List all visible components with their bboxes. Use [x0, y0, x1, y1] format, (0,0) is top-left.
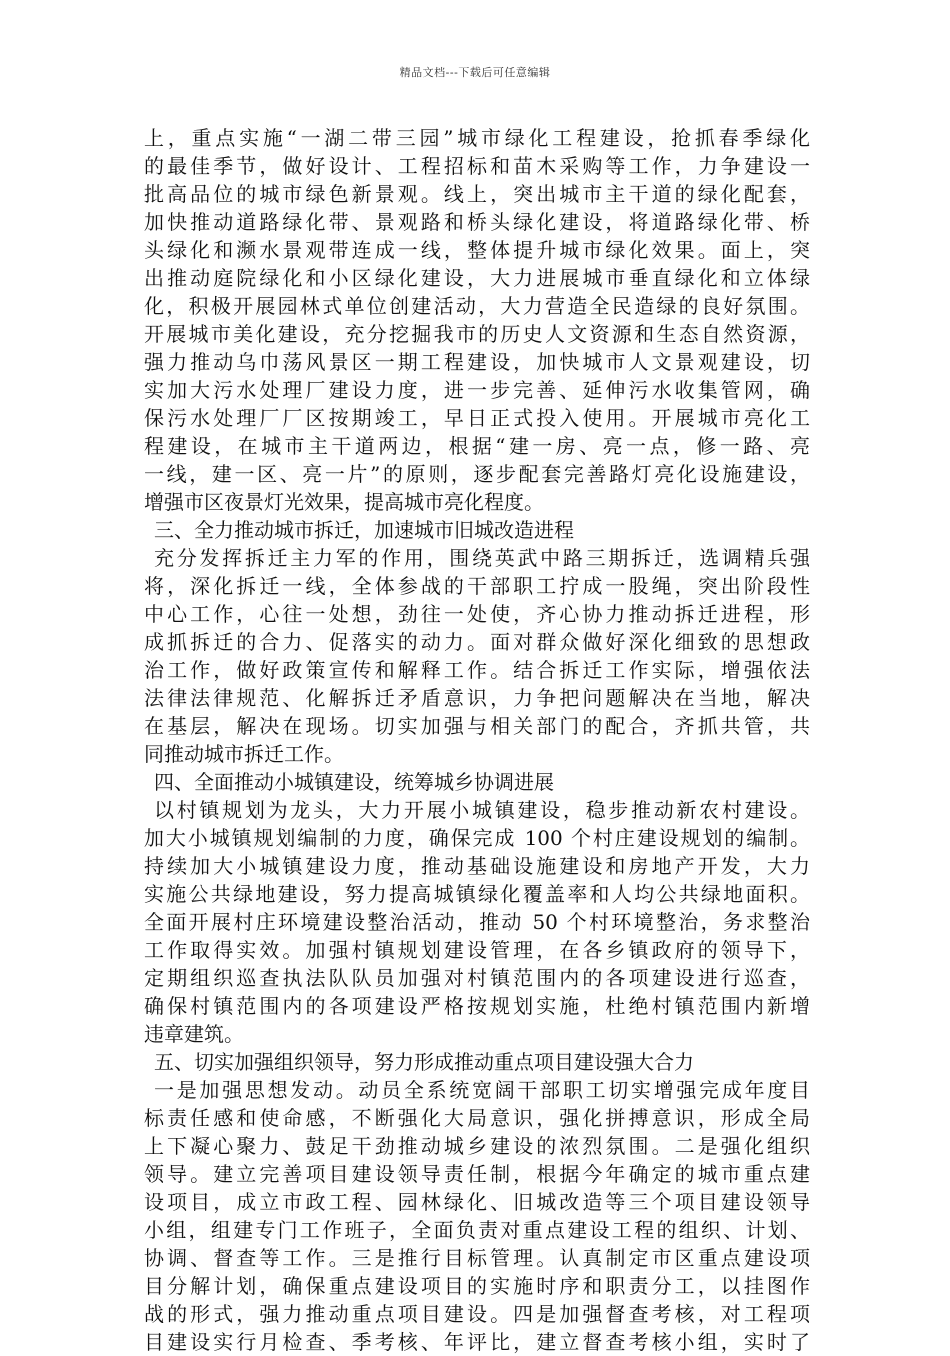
text-line: 战的形式，强力推动重点项目建设。四是加强督查考核，对工程项: [144, 1302, 810, 1326]
text-line: 小组，组建专门工作班子，全面负责对重点建设工程的组织、计划、: [144, 1218, 810, 1242]
text-line: 以村镇规划为龙头，大力开展小城镇建设，稳步推动新农村建设。: [154, 798, 810, 822]
text-line: 成抓拆迁的合力、促落实的动力。面对群众做好深化细致的思想政: [144, 630, 810, 654]
text-line: 目建设实行月检查、季考核、年评比，建立督查考核小组，实时了: [144, 1330, 810, 1354]
text-line: 保污水处理厂厂区按期竣工，早日正式投入使用。开展城市亮化工: [144, 406, 810, 430]
text-line: 目分解计划，确保重点建设项目的实施时序和职责分工，以挂图作: [144, 1274, 810, 1298]
text-line: 定期组织巡查执法队队员加强对村镇范围内的各项建设进行巡查，: [144, 966, 810, 990]
text-line: 程建设，在城市主干道两边，根据“建一房、亮一点，修一路、亮: [144, 434, 810, 458]
text-line: 持续加大小城镇建设力度，推动基础设施建设和房地产开发，大力: [144, 854, 810, 878]
document-body: [144, 124, 810, 1356]
text-line: 工作取得实效。加强村镇规划建设管理，在各乡镇政府的领导下，: [144, 938, 810, 962]
text-line: 在基层，解决在现场。切实加强与相关部门的配合，齐抓共管，共: [144, 714, 810, 738]
text-line: 协调、督查等工作。三是推行目标管理。认真制定市区重点建设项: [144, 1246, 810, 1270]
text-line: 上，重点实施“一湖二带三园”城市绿化工程建设，抢抓春季绿化: [144, 126, 810, 150]
text-line: 实施公共绿地建设，努力提高城镇绿化覆盖率和人均公共绿地面积。: [144, 882, 810, 906]
text-line: 治工作，做好政策宣传和解释工作。结合拆迁工作实际，增强依法: [144, 658, 810, 682]
text-line: 批高品位的城市绿色新景观。线上，突出城市主干道的绿化配套，: [144, 182, 810, 206]
text-line: 中心工作，心往一处想，劲往一处使，齐心协力推动拆迁进程，形: [144, 602, 810, 626]
text-line: 设项目，成立市政工程、园林绿化、旧城改造等三个项目建设领导: [144, 1190, 810, 1214]
text-line: 出推动庭院绿化和小区绿化建设，大力进展城市垂直绿化和立体绿: [144, 266, 810, 290]
text-line: 的最佳季节，做好设计、工程招标和苗木采购等工作，力争建设一: [144, 154, 810, 178]
text-line: 充分发挥拆迁主力军的作用，围绕英武中路三期拆迁，选调精兵强: [154, 546, 810, 570]
text-line: 全面开展村庄环境建设整治活动，推动 50 个村环境整治，务求整治: [144, 910, 810, 934]
text-line: 增强市区夜景灯光效果，提高城市亮化程度。: [144, 490, 544, 514]
text-line: 头绿化和濒水景观带连成一线，整体提升城市绿化效果。面上，突: [144, 238, 810, 262]
section-heading: 三、全力推动城市拆迁，加速城市旧城改造进程: [154, 518, 574, 542]
text-line: 强力推动乌巾荡风景区一期工程建设，加快城市人文景观建设，切: [144, 350, 810, 374]
text-line: 加大小城镇规划编制的力度，确保完成 100 个村庄建设规划的编制。: [144, 826, 810, 850]
page-header: 精品文档---下载后可任意编辑: [399, 66, 551, 79]
text-line: 违章建筑。: [144, 1022, 244, 1046]
text-line: 同推动城市拆迁工作。: [144, 742, 344, 766]
text-line: 加快推动道路绿化带、景观路和桥头绿化建设，将道路绿化带、桥: [144, 210, 810, 234]
text-line: 领导。建立完善项目建设领导责任制，根据今年确定的城市重点建: [144, 1162, 810, 1186]
text-line: 化，积极开展园林式单位创建活动，大力营造全民造绿的良好氛围。: [144, 294, 810, 318]
section-heading: 四、全面推动小城镇建设，统筹城乡协调进展: [154, 770, 554, 794]
text-line: 一线，建一区、亮一片”的原则，逐步配套完善路灯亮化设施建设，: [144, 462, 810, 486]
text-line: 上下凝心聚力、鼓足干劲推动城乡建设的浓烈氛围。二是强化组织: [144, 1134, 810, 1158]
text-line: 标责任感和使命感，不断强化大局意识，强化拼搏意识，形成全局: [144, 1106, 810, 1130]
text-line: 开展城市美化建设，充分挖掘我市的历史人文资源和生态自然资源，: [144, 322, 810, 346]
section-heading: 五、切实加强组织领导，努力形成推动重点项目建设强大合力: [154, 1050, 694, 1074]
text-line: 将，深化拆迁一线，全体参战的干部职工拧成一股绳，突出阶段性: [144, 574, 810, 598]
text-line: 一是加强思想发动。动员全系统宽阔干部职工切实增强完成年度目: [154, 1078, 810, 1102]
text-line: 法律法律规范、化解拆迁矛盾意识，力争把问题解决在当地，解决: [144, 686, 810, 710]
text-line: 实加大污水处理厂建设力度，进一步完善、延伸污水收集管网，确: [144, 378, 810, 402]
text-line: 确保村镇范围内的各项建设严格按规划实施，杜绝村镇范围内新增: [144, 994, 810, 1018]
